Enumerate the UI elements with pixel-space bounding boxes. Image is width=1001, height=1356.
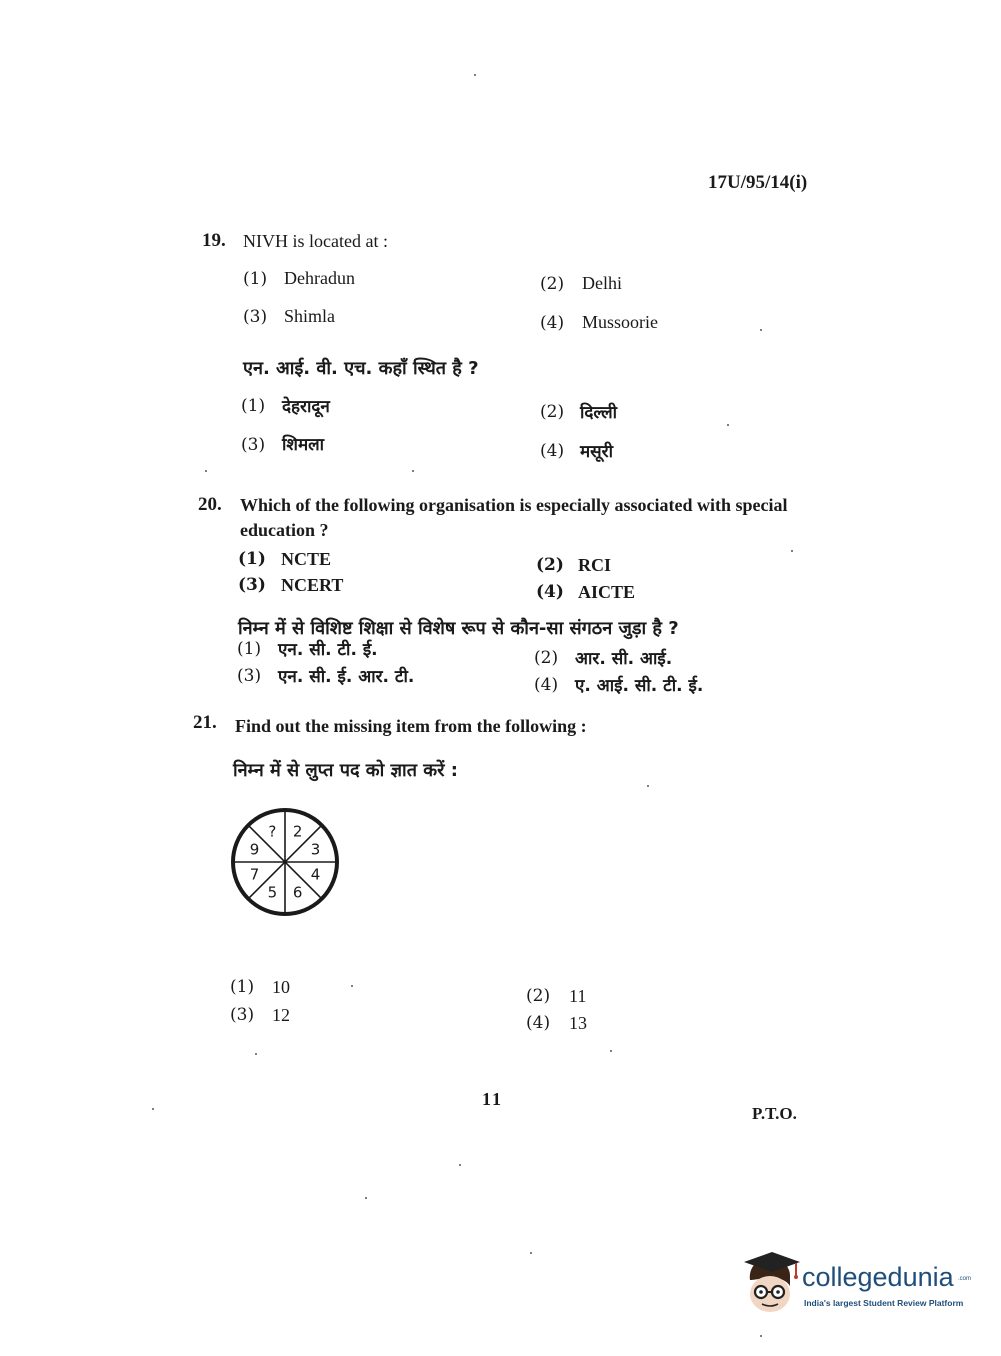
question-20-text-line2: education ? bbox=[240, 520, 329, 540]
q19-option-1-number: (1) bbox=[243, 269, 268, 289]
number-wheel-figure bbox=[228, 805, 342, 919]
scan-speck bbox=[760, 329, 762, 331]
scan-speck bbox=[152, 1108, 154, 1110]
wheel-number: 7 bbox=[249, 865, 260, 884]
wheel-number: 4 bbox=[310, 865, 321, 884]
q19-option-2-number: (2) bbox=[540, 274, 565, 294]
q20-option-1-number: (1) bbox=[238, 549, 266, 569]
q19-hindi-option-4-text: मसूरी bbox=[580, 442, 614, 462]
q21-option-2-number: (2) bbox=[526, 986, 551, 1006]
q21-option-1-text: 10 bbox=[272, 977, 290, 997]
scan-speck bbox=[255, 1053, 257, 1055]
question-21-number: 21. bbox=[193, 712, 217, 733]
q20-option-2-number: (2) bbox=[536, 555, 564, 575]
question-19-hindi-text: एन. आई. वी. एच. कहाँ स्थित है ? bbox=[243, 358, 479, 379]
scan-speck bbox=[647, 785, 649, 787]
q20-option-4-text: AICTE bbox=[578, 582, 636, 602]
q21-option-1-number: (1) bbox=[230, 977, 255, 997]
q20-hindi-option-4-text: ए. आई. सी. टी. ई. bbox=[575, 676, 704, 696]
wheel-number: 3 bbox=[310, 840, 321, 859]
q21-option-3-number: (3) bbox=[230, 1005, 255, 1025]
scan-speck bbox=[365, 1197, 367, 1199]
q19-option-3-text: Shimla bbox=[284, 306, 336, 326]
collegedunia-watermark bbox=[742, 1250, 972, 1320]
q20-hindi-option-1-number: (1) bbox=[237, 639, 262, 659]
scan-speck bbox=[610, 1050, 612, 1052]
question-21-text: Find out the missing item from the following : bbox=[235, 716, 587, 736]
q20-option-1-text: NCTE bbox=[281, 549, 332, 569]
q19-hindi-option-2-number: (2) bbox=[540, 402, 565, 422]
paper-code: 17U/95/14(i) bbox=[708, 172, 808, 193]
q19-option-2-text: Delhi bbox=[582, 273, 622, 293]
question-20-text-line1: Which of the following organisation is especially associated with special bbox=[240, 495, 788, 515]
watermark-domain: .com bbox=[958, 1276, 972, 1282]
q21-option-4-number: (4) bbox=[526, 1013, 551, 1033]
question-20-number: 20. bbox=[198, 494, 222, 515]
q20-option-3-text: NCERT bbox=[281, 575, 344, 595]
wheel-number: 9 bbox=[249, 840, 260, 859]
scan-speck bbox=[474, 74, 476, 76]
page-number: 11 bbox=[482, 1089, 504, 1109]
q20-hindi-option-2-text: आर. सी. आई. bbox=[575, 649, 673, 669]
q19-hindi-option-4-number: (4) bbox=[540, 441, 565, 461]
scan-speck bbox=[760, 1335, 762, 1337]
watermark-tagline: India's largest Student Review Platform bbox=[804, 1298, 964, 1308]
scan-speck bbox=[459, 1164, 461, 1166]
q19-option-3-number: (3) bbox=[243, 307, 268, 327]
question-19-text: NIVH is located at : bbox=[243, 231, 388, 251]
q19-option-4-text: Mussoorie bbox=[582, 312, 658, 332]
q21-option-2-text: 11 bbox=[569, 986, 587, 1006]
q20-option-2-text: RCI bbox=[578, 555, 612, 575]
pto-label: P.T.O. bbox=[752, 1104, 797, 1123]
scan-speck bbox=[530, 1252, 532, 1254]
q20-option-3-number: (3) bbox=[238, 575, 266, 595]
q20-hindi-option-2-number: (2) bbox=[534, 648, 559, 668]
q21-option-3-text: 12 bbox=[272, 1005, 290, 1025]
scan-speck bbox=[791, 550, 793, 552]
wheel-number: ? bbox=[268, 822, 277, 841]
q19-hindi-option-3-number: (3) bbox=[241, 435, 266, 455]
wheel-number: 5 bbox=[267, 883, 278, 902]
question-20-hindi-text: निम्न में से विशिष्ट शिक्षा से विशेष रूप से कौन-सा संगठन जुड़ा है ? bbox=[238, 618, 679, 639]
watermark-name: collegedunia bbox=[802, 1262, 954, 1292]
q19-hindi-option-1-text: देहरादून bbox=[282, 397, 330, 417]
scan-speck bbox=[727, 424, 729, 426]
wheel-number: 2 bbox=[292, 822, 303, 841]
scan-speck bbox=[205, 470, 207, 472]
scan-speck bbox=[351, 985, 353, 987]
question-19-number: 19. bbox=[202, 230, 226, 251]
wheel-number: 6 bbox=[292, 883, 303, 902]
q20-hindi-option-3-number: (3) bbox=[237, 666, 262, 686]
q20-hindi-option-3-text: एन. सी. ई. आर. टी. bbox=[278, 667, 415, 687]
collegedunia-mascot-icon bbox=[742, 1250, 802, 1314]
q19-hindi-option-3-text: शिमला bbox=[282, 435, 325, 455]
q19-hindi-option-2-text: दिल्ली bbox=[580, 403, 618, 423]
q19-option-1-text: Dehradun bbox=[284, 268, 355, 288]
q19-option-4-number: (4) bbox=[540, 313, 565, 333]
q21-option-4-text: 13 bbox=[569, 1013, 587, 1033]
q20-option-4-number: (4) bbox=[536, 582, 564, 602]
q20-hindi-option-4-number: (4) bbox=[534, 675, 559, 695]
q19-hindi-option-1-number: (1) bbox=[241, 396, 266, 416]
scan-speck bbox=[412, 470, 414, 472]
question-21-hindi-text: निम्न में से लुप्त पद को ज्ञात करें : bbox=[233, 760, 458, 781]
q20-hindi-option-1-text: एन. सी. टी. ई. bbox=[278, 640, 378, 660]
